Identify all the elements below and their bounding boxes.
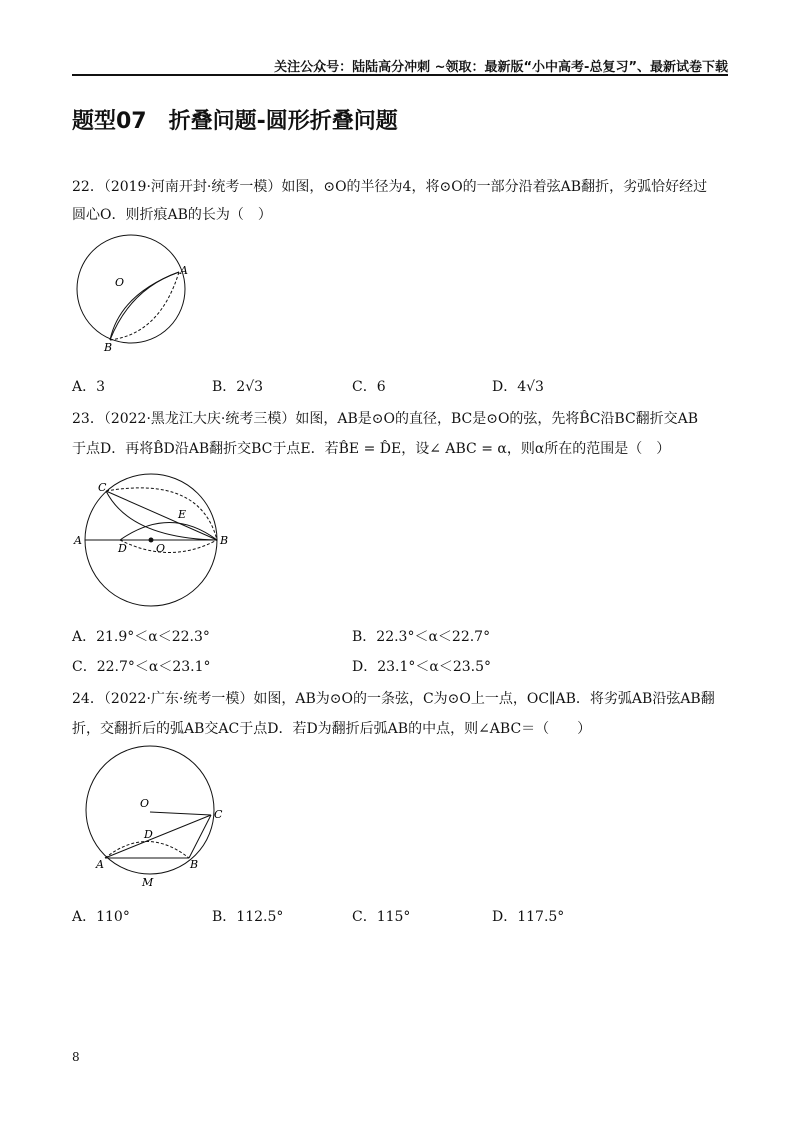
q22-label-o: O xyxy=(115,276,125,289)
q23-arc-d xyxy=(120,523,217,541)
q22-circle xyxy=(77,235,185,343)
q23-label-d: D xyxy=(118,542,127,555)
q22-option-a[interactable]: A．3 xyxy=(72,379,106,395)
q24-label-m: M xyxy=(142,876,154,889)
q23-label-b: B xyxy=(220,534,229,547)
q23-label-e: E xyxy=(178,508,187,521)
q24-figure xyxy=(80,740,240,890)
q22-line-2: 圆心O．则折痕AB的长为（ ） xyxy=(72,207,272,223)
page-number: 8 xyxy=(72,1050,80,1064)
q22-figure xyxy=(70,234,200,354)
q22-label-a: A xyxy=(180,264,188,277)
q23-label-c: C xyxy=(98,481,107,494)
q24-circle xyxy=(86,746,214,874)
q23-center-dot xyxy=(149,538,154,543)
q24-label-a: A xyxy=(96,858,104,871)
q22-label-b: B xyxy=(104,341,113,354)
q22-option-c[interactable]: C．6 xyxy=(352,379,386,395)
q24-label-o: O xyxy=(140,797,150,810)
q23-line-2: 于点D．再将B̂D沿AB翻折交BC于点E．若B̂E = D̂E，设∠ ABC = α，则α所在的范围是（ ） xyxy=(72,441,671,457)
q23-option-a[interactable]: A．21.9°＜α＜22.3° xyxy=(72,629,210,645)
q24-line-2: 折，交翻折后的弧AB交AC于点D．若D为翻折后弧AB的中点，则∠ABC＝（ ） xyxy=(72,721,592,737)
q23-line-1: 23．（2022·黑龙江大庆·统考三模）如图，AB是⊙O的直径，BC是⊙O的弦，先将B̂C沿BC翻折交AB xyxy=(72,411,699,427)
q23-figure xyxy=(70,470,240,610)
q24-label-b: B xyxy=(190,858,199,871)
q24-option-b[interactable]: B．112.5° xyxy=(212,909,284,925)
q24-line-ac xyxy=(105,815,211,858)
q23-dashed-arc-2 xyxy=(120,540,217,553)
q24-label-c: C xyxy=(214,808,223,821)
q22-option-b[interactable]: B．2√3 xyxy=(212,379,264,395)
header-text: 关注公众号：陆陆高分冲刺 ~领取：最新版“小中高考-总复习”、最新试卷下载 xyxy=(274,60,728,75)
header-rule xyxy=(72,74,728,76)
q24-line-1: 24．（2022·广东·统考一模）如图，AB为⊙O的一条弦，C为⊙O上一点，OC∥AB．将劣弧AB沿弦AB翻 xyxy=(72,691,715,707)
q24-option-a[interactable]: A．110° xyxy=(72,909,130,925)
q22-line-1: 22．（2019·河南开封·统考一模）如图，⊙O的半径为4，将⊙O的一部分沿着弦AB翻折，劣弧恰好经过 xyxy=(72,179,708,195)
q24-line-oc xyxy=(150,812,211,815)
q23-option-d[interactable]: D．23.1°＜α＜23.5° xyxy=(352,659,492,675)
q24-option-d[interactable]: D．117.5° xyxy=(492,909,565,925)
q23-option-b[interactable]: B．22.3°＜α＜22.7° xyxy=(352,629,491,645)
q24-label-d: D xyxy=(144,828,153,841)
q23-label-o: O xyxy=(156,542,166,555)
section-title: 题型07 折叠问题-圆形折叠问题 xyxy=(72,109,398,134)
q23-label-a: A xyxy=(74,534,82,547)
q24-dashed-arc xyxy=(105,842,189,859)
q24-line-bc xyxy=(189,815,211,858)
q23-option-c[interactable]: C．22.7°＜α＜23.1° xyxy=(72,659,211,675)
q24-option-c[interactable]: C．115° xyxy=(352,909,411,925)
q22-option-d[interactable]: D．4√3 xyxy=(492,379,544,395)
